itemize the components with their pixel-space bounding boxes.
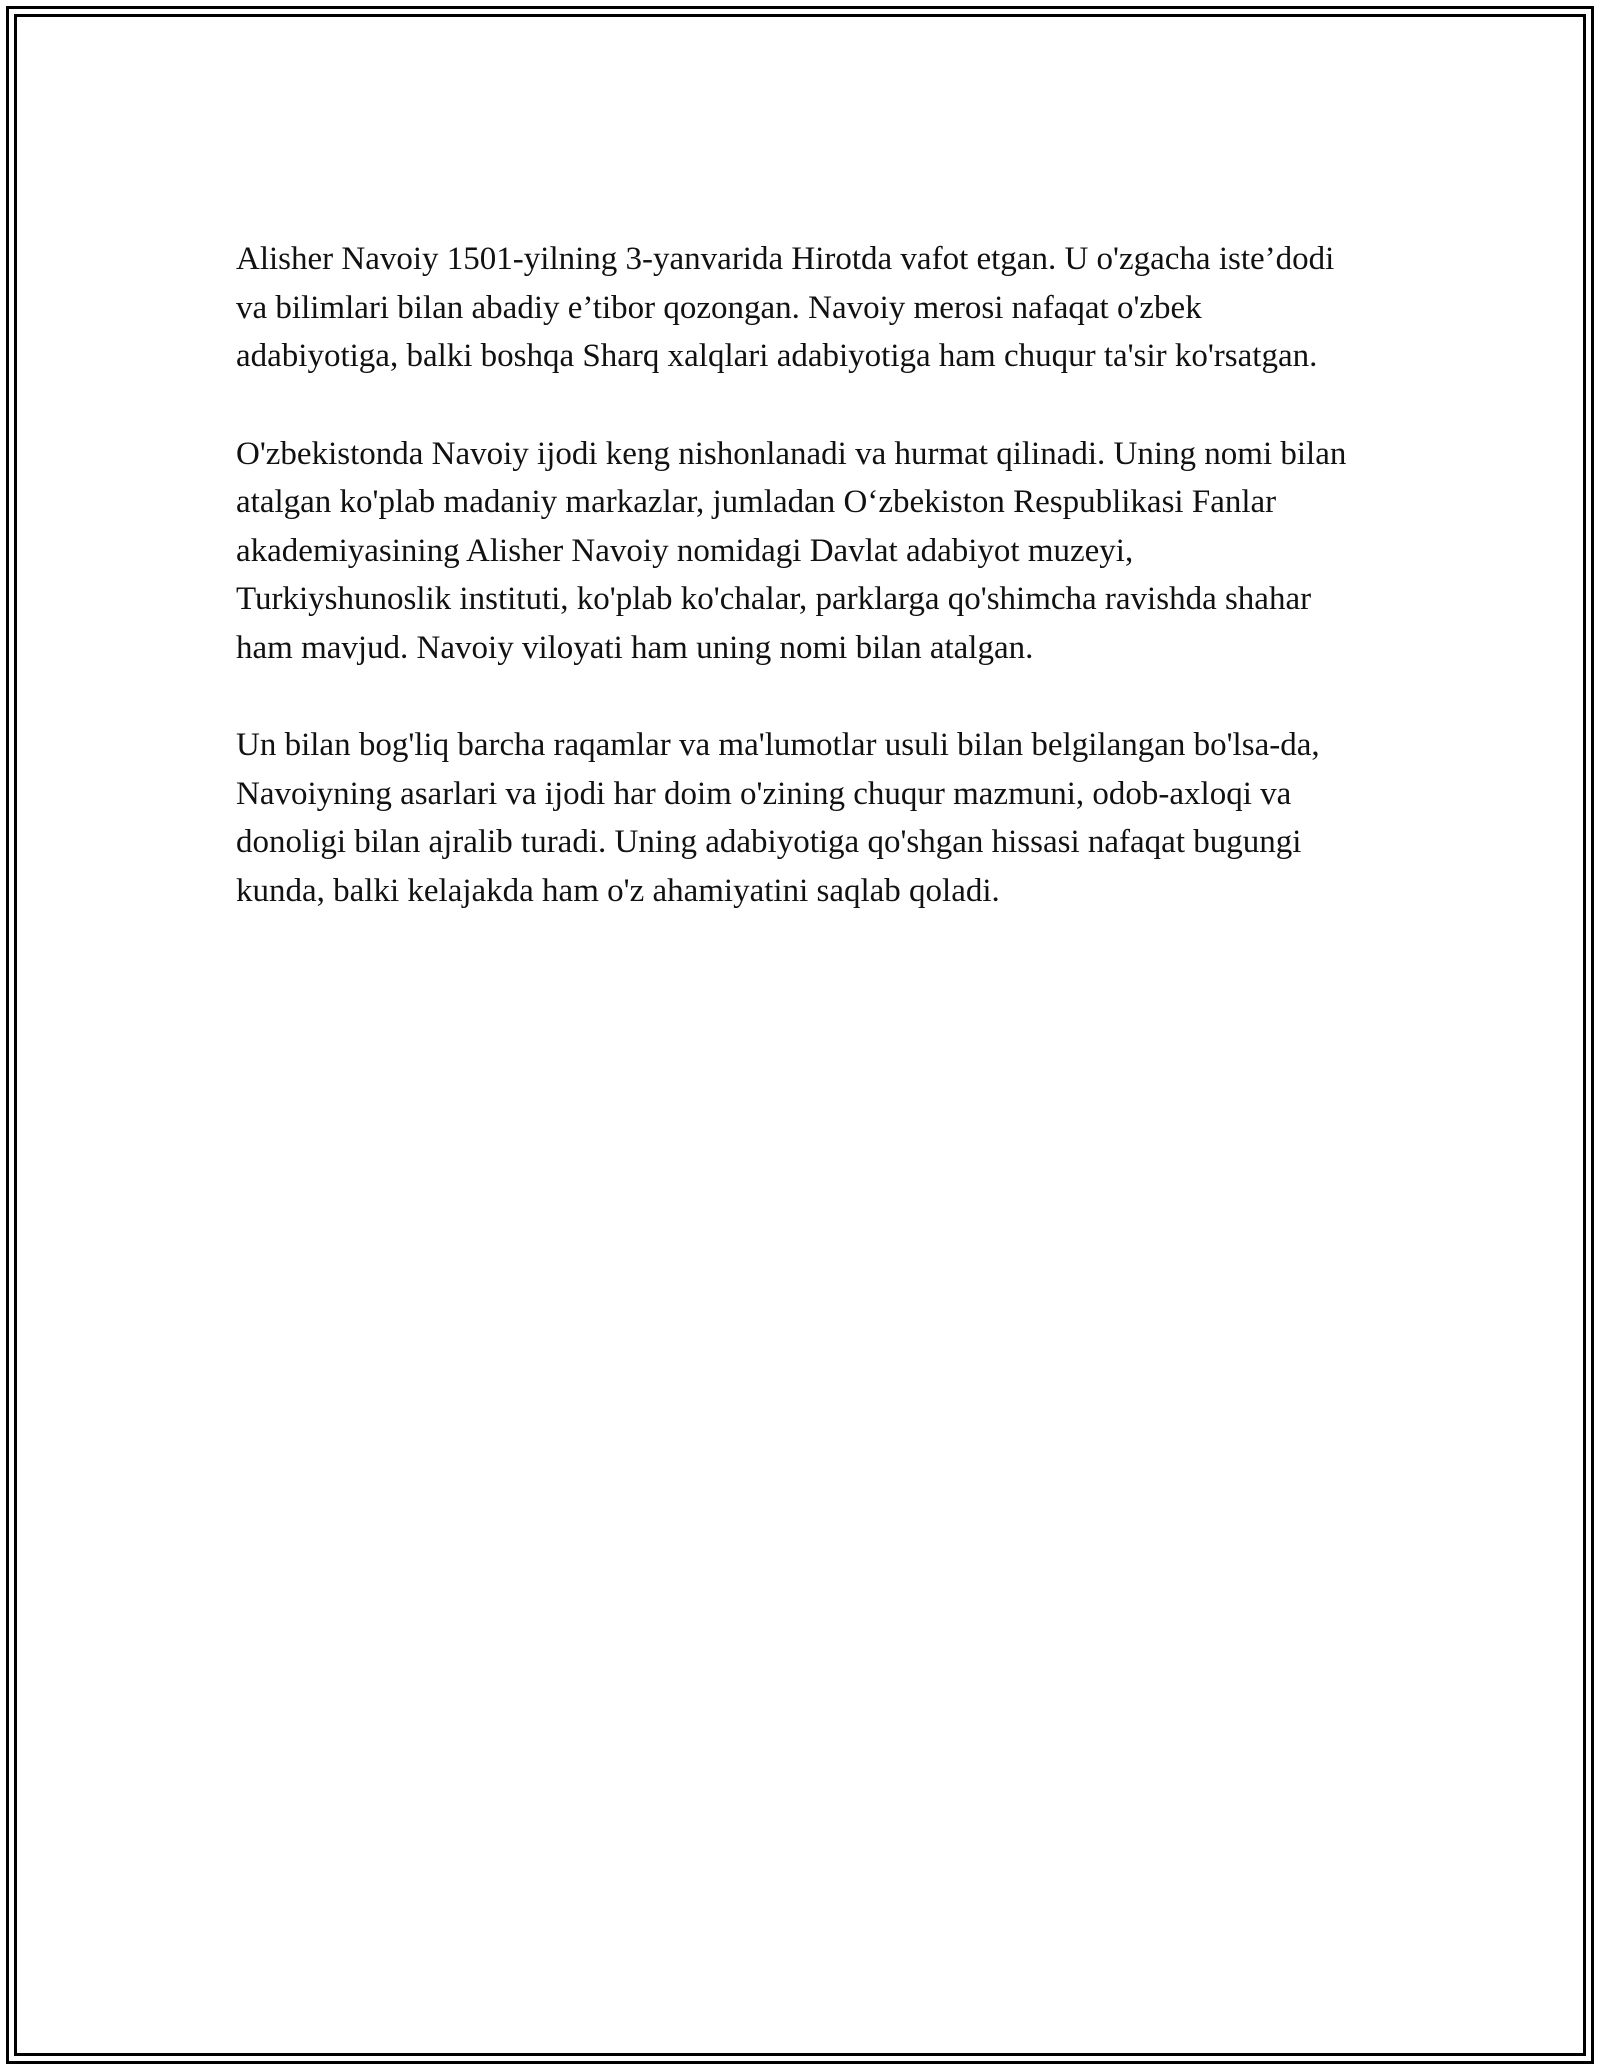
paragraph-2: O'zbekistonda Navoiy ijodi keng nishonlanadi va hurmat qilinadi. Uning nomi bilan atalgan ko'plab madaniy markazlar, jumladan O‘zbekiston Respublikasi Fanlar akademiyasining Alisher Navoiy nomidagi Davlat adabiyot muzeyi, Turkiyshunoslik instituti, ko'plab ko'chalar, parklarga qo'shimcha ravishda shahar ham mavjud. Navoiy viloyati ham uning nomi bilan atalgan. <box>236 435 1347 666</box>
paragraph-1: Alisher Navoiy 1501-yilning 3-yanvarida Hirotda vafot etgan. U o'zgacha iste’dodi va bilimlari bilan abadiy e’tibor qozongan. Navoiy merosi nafaqat o'zbek adabiyotiga, balki boshqa Sharq xalqlari adabiyotiga ham chuqur ta'sir ko'rsatgan. <box>236 241 1335 374</box>
paragraph-3: Un bilan bog'liq barcha raqamlar va ma'lumotlar usuli bilan belgilangan bo'lsa-da, Navoiyning asarlari va ijodi har doim o'zining chuqur mazmuni, odob-axloqi va donoligi bilan ajralib turadi. Uning adabiyotiga qo'shgan hissasi nafaqat bugungi kunda, balki kelajakda ham o'z ahamiyatini saqlab qoladi. <box>236 727 1320 909</box>
document-body <box>236 235 1356 964</box>
